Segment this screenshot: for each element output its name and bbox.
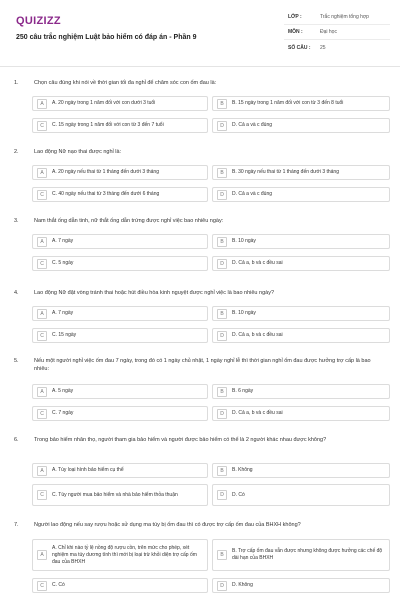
question-number: 1. xyxy=(14,80,19,86)
question-number: 3. xyxy=(14,218,19,224)
option-letter-badge: A xyxy=(37,237,47,247)
option-b[interactable] xyxy=(212,463,390,478)
option-text: D. Cả a, b và c đều sai xyxy=(232,410,283,416)
option-d[interactable] xyxy=(212,406,390,421)
option-d[interactable] xyxy=(212,578,390,593)
option-text: A. 20 ngày nếu thai từ 1 tháng đến dưới 3 tháng xyxy=(52,169,159,175)
option-text: D. Cả a và c đúng xyxy=(232,191,273,197)
meta-label: MÔN : xyxy=(288,29,303,35)
option-letter-badge: A xyxy=(37,387,47,397)
meta-value: Trắc nghiệm tổng hợp xyxy=(320,14,369,20)
question-number: 7. xyxy=(14,522,19,528)
option-text: C. 15 ngày trong 1 năm đối với con từ 3 đến 7 tuổi xyxy=(52,122,164,128)
option-text: A. 20 ngày trong 1 năm đối với con dưới 3 tuổi xyxy=(52,100,156,106)
option-c[interactable] xyxy=(32,118,208,133)
option-text: C. 40 ngày nếu thai từ 3 tháng đến dưới 6 tháng xyxy=(52,191,160,197)
question-text: Nếu một người nghỉ việc ốm đau 7 ngày, trong đó có 1 ngày chủ nhật, 1 ngày nghỉ lễ thì thời gian nghỉ ốm đau được hưởng trợ cấp là bao nhiêu: xyxy=(34,358,371,372)
option-text: B. 10 ngày xyxy=(232,238,256,244)
option-letter-badge: A xyxy=(37,99,47,109)
option-b[interactable] xyxy=(212,96,390,111)
option-a[interactable] xyxy=(32,384,208,399)
option-letter-badge: D xyxy=(217,190,227,200)
option-text: C. Tùy người mua bảo hiểm và nhà bảo hiểm thỏa thuận xyxy=(52,491,178,498)
option-letter-badge: B xyxy=(217,550,227,560)
option-c[interactable] xyxy=(32,328,208,343)
option-b[interactable] xyxy=(212,384,390,399)
option-text: A. Chỉ khi nào tỷ lệ nồng độ rượu cồn, trên mức cho phép, xét nghiệm ma túy dương tính thì mới bị loại trừ khỏi diện trợ cấp ốm đau của BHXH xyxy=(52,544,197,565)
option-b[interactable] xyxy=(212,539,390,571)
option-text: C. Có xyxy=(52,582,65,588)
option-text: C. 7 ngày xyxy=(52,410,74,416)
option-text: D. Cả a và c đúng xyxy=(232,122,273,128)
option-letter-badge: C xyxy=(37,331,47,341)
option-letter-badge: B xyxy=(217,387,227,397)
question-text: Chọn câu đúng khi nói về thời gian tối đa nghỉ để chăm sóc con ốm đau là: xyxy=(34,80,217,86)
option-d[interactable] xyxy=(212,484,390,506)
document-title: 250 câu trắc nghiệm Luật bảo hiểm có đáp án - Phần 9 xyxy=(16,34,197,41)
option-text: C. 5 ngày xyxy=(52,260,74,266)
option-text: A. 5 ngày xyxy=(52,388,74,394)
option-letter-badge: B xyxy=(217,309,227,319)
option-letter-badge: B xyxy=(217,168,227,178)
option-letter-badge: C xyxy=(37,409,47,419)
option-a[interactable] xyxy=(32,234,208,249)
option-letter-badge: B xyxy=(217,237,227,247)
document-meta-table xyxy=(284,10,390,55)
meta-value: 25 xyxy=(320,44,326,51)
option-letter-badge: D xyxy=(217,331,227,341)
option-letter-badge: C xyxy=(37,490,47,500)
option-letter-badge: D xyxy=(217,259,227,269)
meta-row-class xyxy=(284,10,390,25)
option-text: D. Không xyxy=(232,582,253,588)
question-text: Lao động Nữ đặt vòng tránh thai hoặc hút điều hòa kinh nguyệt được nghỉ việc là bao nhiêu ngày? xyxy=(34,290,275,296)
option-letter-badge: C xyxy=(37,190,47,200)
option-c[interactable] xyxy=(32,484,208,506)
option-letter-badge: B xyxy=(217,466,227,476)
option-b[interactable] xyxy=(212,306,390,321)
option-text: C. 15 ngày xyxy=(52,332,77,338)
option-d[interactable] xyxy=(212,328,390,343)
question-text: Người lao động nếu say rượu hoặc sử dụng ma túy bị ốm đau thì có được trợ cấp ốm đau của BHXH không? xyxy=(34,522,301,528)
meta-row-subject xyxy=(284,25,390,40)
option-a[interactable] xyxy=(32,306,208,321)
question-text: Lao động Nữ nạo thai được nghỉ là: xyxy=(34,149,122,155)
option-letter-badge: D xyxy=(217,581,227,591)
document-header xyxy=(0,0,400,70)
option-text: B. 10 ngày xyxy=(232,310,256,316)
option-a[interactable] xyxy=(32,96,208,111)
option-letter-badge: B xyxy=(217,99,227,109)
option-letter-badge: C xyxy=(37,581,47,591)
option-text: A. 7 ngày xyxy=(52,310,74,316)
option-letter-badge: C xyxy=(37,121,47,131)
option-text: B. Không xyxy=(232,467,253,473)
question-number: 2. xyxy=(14,149,19,155)
option-b[interactable] xyxy=(212,234,390,249)
option-b[interactable] xyxy=(212,165,390,180)
question-number: 5. xyxy=(14,358,19,364)
option-d[interactable] xyxy=(212,187,390,202)
option-text: B. 15 ngày trong 1 năm đối với con từ 3 đến 8 tuổi xyxy=(232,100,344,106)
header-divider xyxy=(0,66,400,67)
option-c[interactable] xyxy=(32,578,208,593)
option-d[interactable] xyxy=(212,256,390,271)
option-c[interactable] xyxy=(32,256,208,271)
option-a[interactable] xyxy=(32,165,208,180)
option-letter-badge: D xyxy=(217,409,227,419)
option-letter-badge: C xyxy=(37,259,47,269)
option-d[interactable] xyxy=(212,118,390,133)
option-letter-badge: A xyxy=(37,466,47,476)
option-c[interactable] xyxy=(32,187,208,202)
meta-label: LỚP : xyxy=(288,14,302,20)
question-text: Nam thắt ống dẫn tinh, nữ thắt ống dẫn trứng được nghỉ việc bao nhiêu ngày: xyxy=(34,218,224,224)
option-a[interactable] xyxy=(32,539,208,571)
option-text: A. 7 ngày xyxy=(52,238,74,244)
quizizz-logo: QUIZIZZ xyxy=(16,15,61,27)
option-letter-badge: D xyxy=(217,121,227,131)
question-text: Trong bảo hiểm nhân thọ, người tham gia bảo hiểm và người được bảo hiểm có thể là 2 người khác nhau được không? xyxy=(34,437,327,443)
option-text: B. 30 ngày nếu thai từ 1 tháng đến dưới 3 tháng xyxy=(232,169,339,175)
meta-value: Đại học xyxy=(320,29,337,35)
option-text: D. Có xyxy=(232,491,245,498)
option-letter-badge: A xyxy=(37,550,47,560)
option-a[interactable] xyxy=(32,463,208,478)
option-text: D. Cả a, b và c đều sai xyxy=(232,332,283,338)
option-letter-badge: A xyxy=(37,309,47,319)
option-text: A. Tùy loại hình bảo hiểm cụ thể xyxy=(52,467,124,473)
option-letter-badge: A xyxy=(37,168,47,178)
question-number: 4. xyxy=(14,290,19,296)
option-text: B. 6 ngày xyxy=(232,388,254,394)
option-letter-badge: D xyxy=(217,490,227,500)
option-c[interactable] xyxy=(32,406,208,421)
question-number: 6. xyxy=(14,437,19,443)
meta-row-count xyxy=(284,40,390,55)
option-text: B. Trợ cấp ốm đau vẫn được nhưng không được hưởng các chế độ dài hạn của BHXH xyxy=(232,548,383,561)
option-text: D. Cả a, b và c đều sai xyxy=(232,260,283,266)
meta-label: SỐ CÂU : xyxy=(288,44,311,51)
